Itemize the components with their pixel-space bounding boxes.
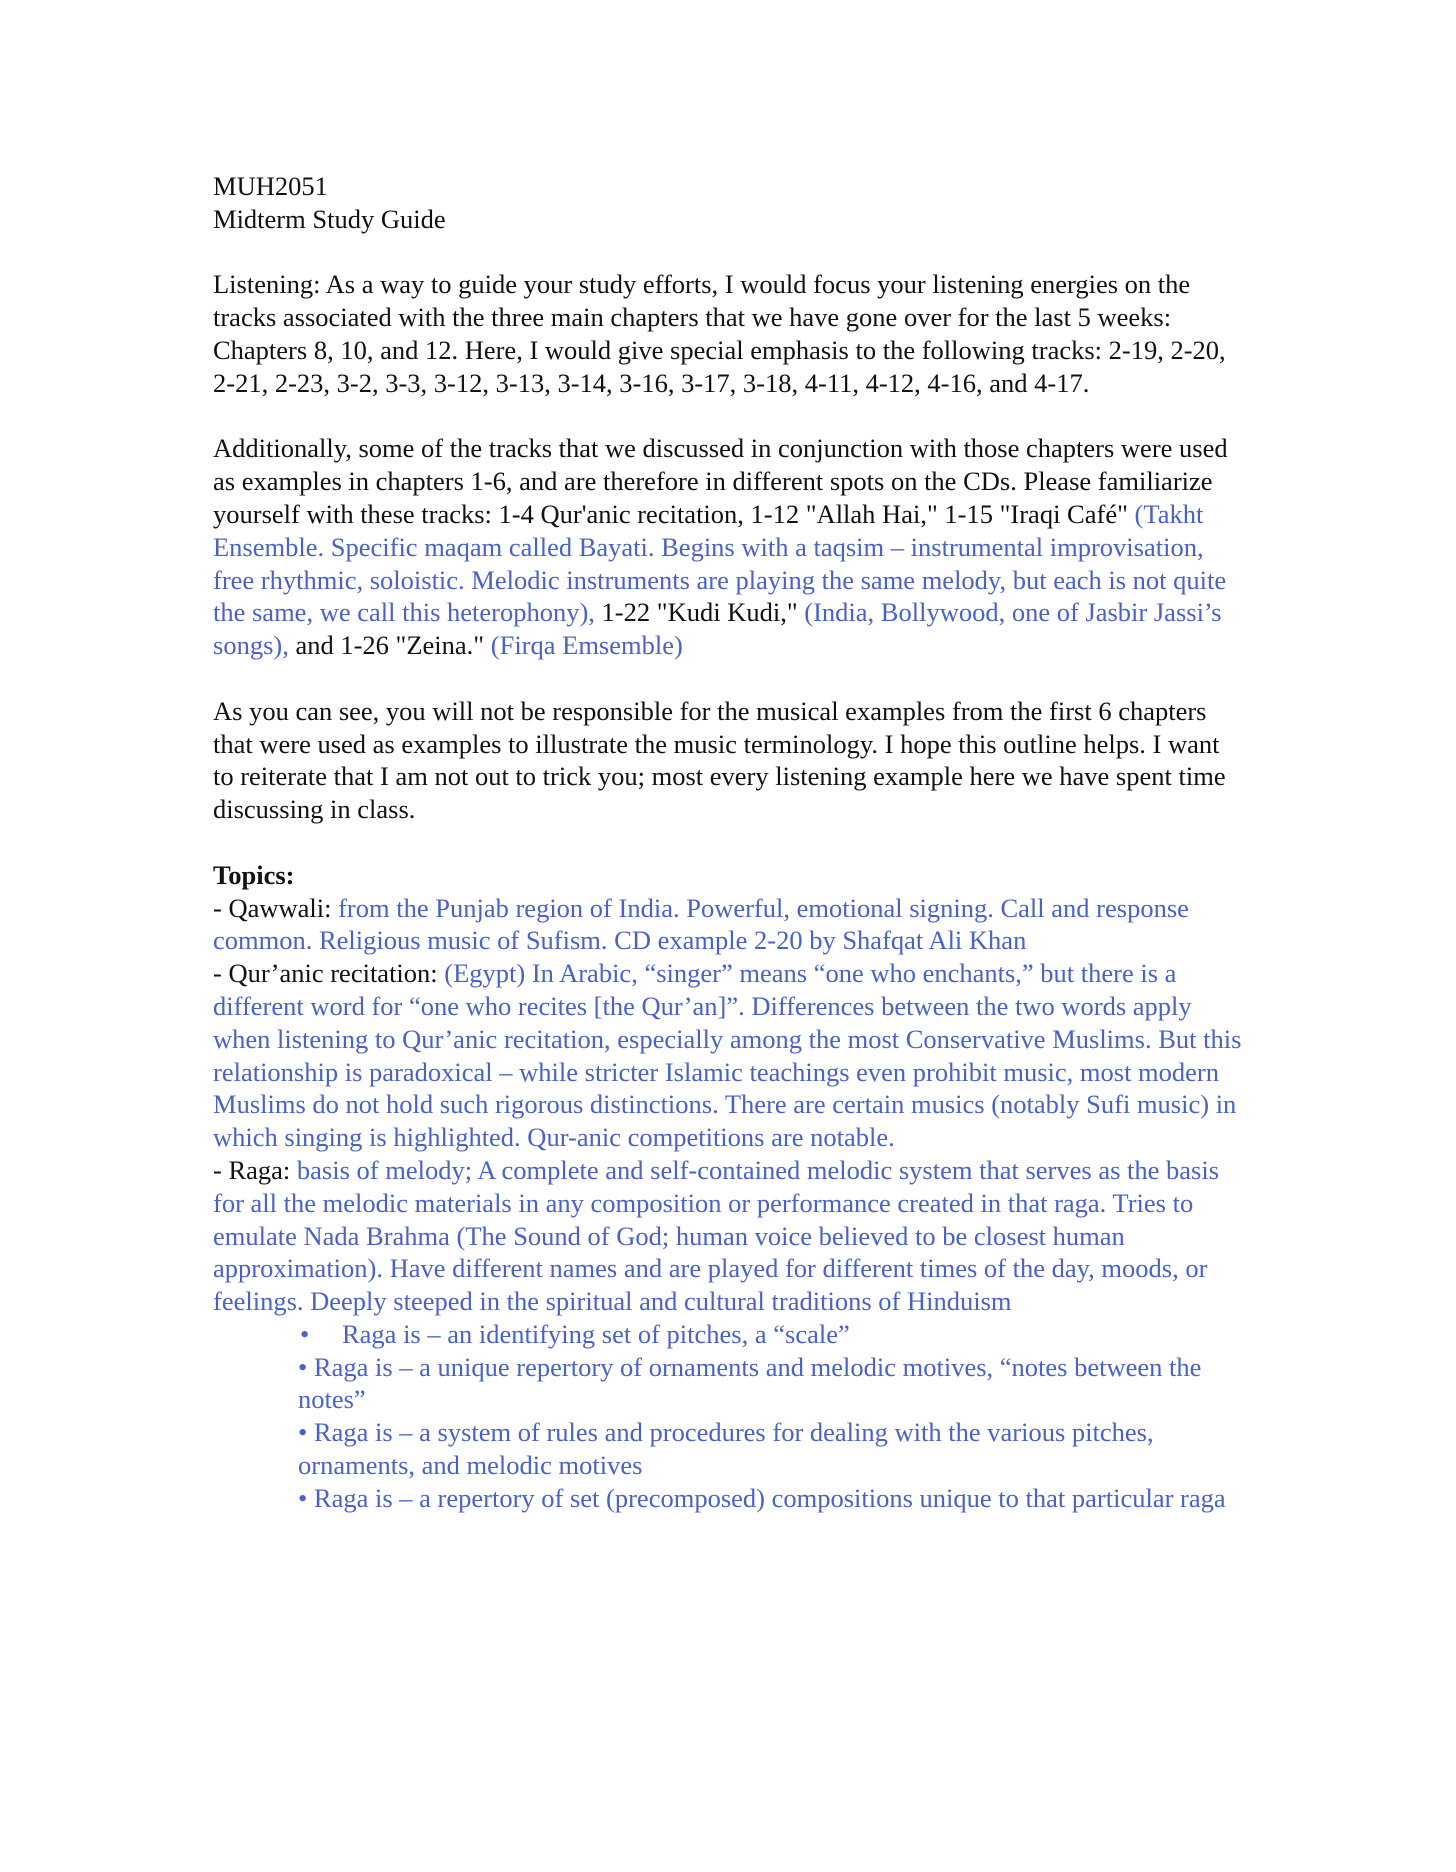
zeina-text: and 1-26 "Zeina."	[288, 630, 485, 661]
closing-paragraph: As you can see, you will not be responsible for the musical examples from the first 6 chapters that were used as examples to illustrate the music terminology. I hope this outline helps. I want to reiterate that I am not out to trick you; most every listening example here we have spent time discussing in class.	[213, 695, 1226, 825]
course-code: MUH2051	[213, 171, 328, 201]
additional-tracks-paragraph	[213, 432, 1243, 662]
topic-notes: from the Punjab region of India. Powerful, emotional signing. Call and response common. Religious music of Sufism. CD example 2-20 by Shafqat Ali Khan	[213, 892, 1189, 956]
zeina-note: (Firqa Emsemble)	[484, 630, 683, 661]
kudi-kudi-note: (India, Bollywood, one of Jasbir Jassi’s songs),	[213, 597, 1222, 661]
list-item: • Raga is – a system of rules and procedures for dealing with the various pitches, ornaments, and melodic motives	[298, 1417, 1154, 1481]
topics-heading: Topics:	[213, 859, 295, 890]
iraqi-cafe-note: (Takht Ensemble. Specific maqam called Bayati. Begins with a taqsim – instrumental improvisation, free rhythmic, soloistic. Melodic instruments are playing the same melody, but each is not quite the same, we call this heterophony),	[213, 498, 1227, 628]
spacer	[213, 826, 1243, 859]
topic-label: - Raga:	[213, 1154, 291, 1185]
document-title: Midterm Study Guide	[213, 203, 446, 234]
topic-label: - Qur’anic recitation:	[213, 958, 438, 989]
raga-bullet-list	[213, 1318, 1243, 1515]
list-item: • Raga is – a unique repertory of ornaments and melodic motives, “notes between the notes”	[298, 1351, 1202, 1415]
topic-label: - Qawwali:	[213, 892, 332, 923]
topic-raga	[213, 1154, 1243, 1318]
topic-notes: basis of melody; A complete and self-contained melodic system that serves as the basis for all the melodic materials in any composition or performance created in that raga. Tries to emulate Nada Brahma (The Sound of God; human voice believed to be closest human approximation). Have different names and are played for different times of the day, moods, or feelings. Deeply steeped in the spiritual and cultural traditions of Hinduism	[213, 1154, 1220, 1317]
listening-paragraph: Listening: As a way to guide your study efforts, I would focus your listening energies on the tracks associated with the three main chapters that we have gone over for the last 5 weeks: Chapters 8, 10, and 12. Here, I would give special emphasis to the following tracks: 2-19, 2-20, 2-21, 2-23, 3-2, 3-3, 3-12, 3-13, 3-14, 3-16, 3-17, 3-18, 4-11, 4-12, 4-16, and 4-17.	[213, 269, 1226, 398]
study-guide-content	[213, 170, 1243, 1515]
bullet-text: Raga is – an identifying set of pitches, a “scale”	[342, 1318, 850, 1349]
list-item: • Raga is – a repertory of set (precomposed) compositions unique to that particular raga	[298, 1482, 1226, 1513]
spacer	[213, 400, 1243, 433]
additional-tracks-text: Additionally, some of the tracks that we discussed in conjunction with those chapters were used as examples in chapters 1-6, and are therefore in different spots on the CDs. Please familiarize yourself with these tracks: 1-4 Qur'anic recitation, 1-12 "Allah Hai," 1-15 "Iraqi Café"	[213, 433, 1228, 529]
kudi-kudi-text: 1-22 "Kudi Kudi,"	[594, 597, 798, 628]
spacer	[213, 236, 1243, 269]
topic-qawwali	[213, 892, 1243, 958]
spacer	[213, 662, 1243, 695]
list-item	[298, 1318, 1243, 1351]
topic-quranic-recitation	[213, 957, 1243, 1154]
topic-notes: (Egypt) In Arabic, “singer” means “one who enchants,” but there is a different word for “one who recites [the Qur’an]”. Differences between the two words apply when listening to Qur’anic recitation, especially among the most Conservative Muslims. But this relationship is paradoxical – while stricter Islamic teachings even prohibit music, most modern Muslims do not hold such rigorous distinctions. There are certain musics (notably Sufi music) in which singing is highlighted. Qur-anic competitions are notable.	[213, 958, 1242, 1153]
bullet-icon: •	[300, 1318, 310, 1349]
